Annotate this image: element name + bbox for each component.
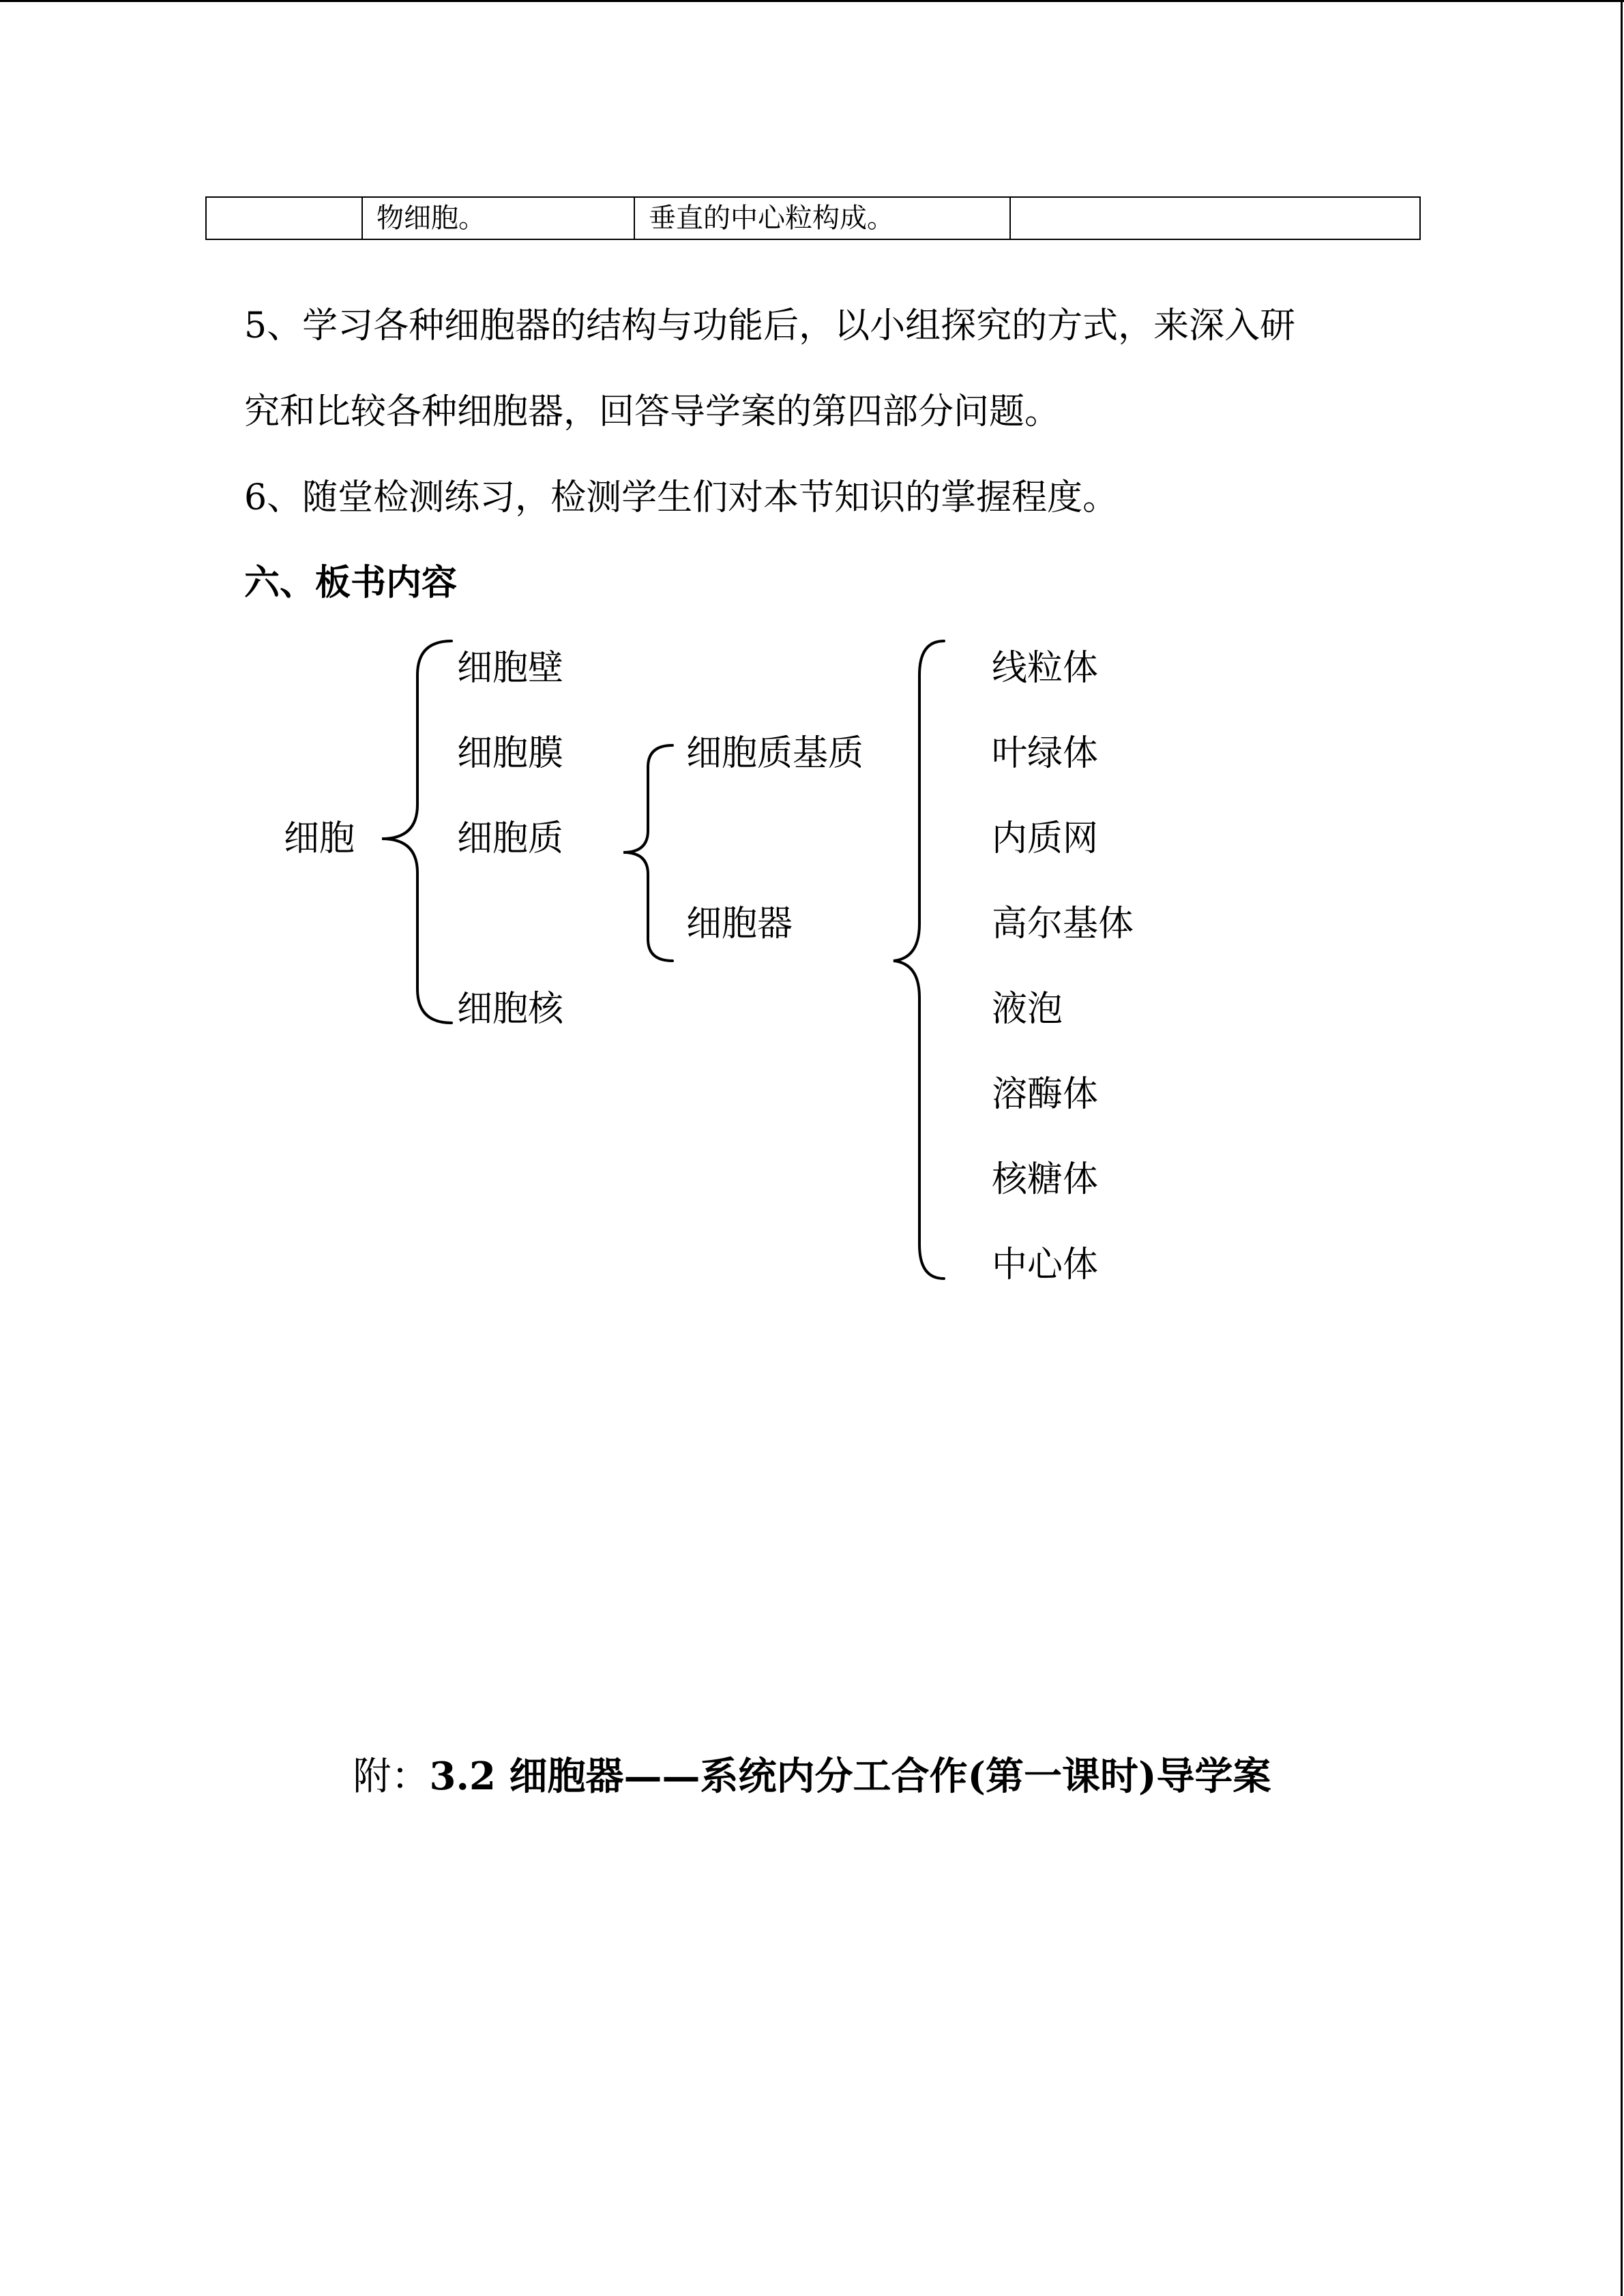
diagram-chloroplast: 叶绿体 [992, 733, 1099, 774]
brace-cell [382, 641, 452, 1023]
table-fragment [205, 196, 1421, 240]
section-heading: 六、板书内容 [244, 562, 458, 603]
table-cell [206, 197, 362, 239]
paragraph-5-line-2: 究和比较各种细胞器，回答导学案的第四部分问题。 [244, 391, 1061, 432]
table-cell: 垂直的中心粒构成。 [634, 197, 1010, 239]
diagram-golgi: 高尔基体 [992, 904, 1134, 944]
diagram-vacuole: 液泡 [992, 989, 1063, 1030]
diagram-nucleus: 细胞核 [457, 989, 564, 1030]
brace-cytoplasm [623, 745, 673, 961]
page-right-border [1621, 0, 1623, 2296]
diagram-cell-membrane: 细胞膜 [457, 733, 564, 774]
paragraph-6: 6、随堂检测练习，检测学生们对本节知识的掌握程度。 [244, 477, 1119, 518]
brace-organelles [894, 641, 944, 1279]
diagram-cell-wall: 细胞壁 [457, 648, 564, 689]
diagram-mitochondria: 线粒体 [992, 648, 1099, 689]
diagram-ribosome: 核糖体 [992, 1159, 1099, 1200]
page-top-border [0, 0, 1624, 2]
appendix-title-text: 3.2 细胞器——系统内分工合作(第一课时)导学案 [429, 1754, 1271, 1799]
diagram-root-cell: 细胞 [284, 818, 355, 859]
table-cell: 物细胞。 [362, 197, 634, 239]
diagram-cytoplasm: 细胞质 [457, 818, 564, 859]
table-row [206, 197, 1420, 239]
appendix-title [0, 1753, 1624, 1801]
diagram-organelles: 细胞器 [686, 904, 793, 944]
paragraph-5-line-1: 5、学习各种细胞器的结构与功能后，以小组探究的方式，来深入研 [244, 305, 1296, 346]
diagram-centrosome: 中心体 [992, 1244, 1099, 1285]
appendix-prefix: 附： [353, 1755, 430, 1799]
diagram-lysosome: 溶酶体 [992, 1074, 1099, 1115]
diagram-cytoplasmic-matrix: 细胞质基质 [686, 733, 864, 774]
table-cell [1010, 197, 1420, 239]
diagram-endoplasmic-reticulum: 内质网 [992, 818, 1099, 859]
